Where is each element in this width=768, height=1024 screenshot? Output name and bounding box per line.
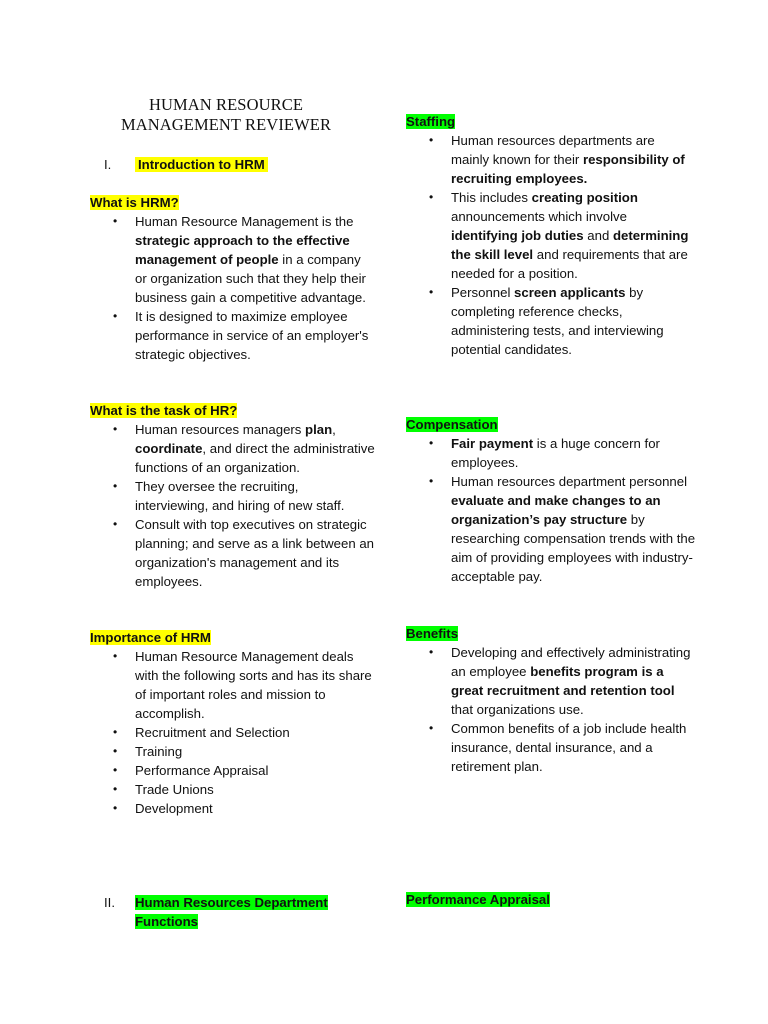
list-item (90, 780, 375, 799)
compensation-list (406, 434, 696, 586)
bullet-icon: • (429, 436, 434, 450)
compensation-heading (406, 415, 498, 434)
list-item (90, 799, 375, 818)
list-item (90, 420, 375, 477)
bullet-icon: • (429, 133, 434, 147)
bullet-icon: • (113, 309, 118, 323)
text-run: Consult with top executives on strategic planning; and serve as a link between an organization's management and its employees. (135, 517, 375, 589)
section-2-number: II. (104, 895, 115, 910)
performance-appraisal-label: Performance Appraisal (406, 892, 550, 907)
section-2-label (135, 893, 328, 931)
text-run: , and direct the administrative functions of an organization. (135, 441, 375, 475)
bullet-icon: • (113, 801, 118, 815)
list-item (406, 472, 696, 586)
section-1-number: I. (104, 157, 112, 172)
page-title (90, 95, 362, 135)
bold-run: strategic approach to the effective management of people (135, 233, 350, 267)
list-item (90, 212, 375, 307)
task-of-hr-list (90, 420, 375, 591)
importance-label: Importance of HRM (90, 630, 211, 645)
task-of-hr-label: What is the task of HR? (90, 403, 238, 418)
text-run: by completing reference checks, administering tests, and interviewing potential candidates. (451, 285, 664, 357)
bold-run: Fair payment (451, 436, 534, 451)
list-item (406, 131, 696, 188)
bold-run: evaluate and make changes to an organization’s pay structure (451, 493, 661, 527)
importance-heading (90, 628, 211, 647)
what-is-hrm-label: What is HRM? (90, 195, 179, 210)
what-is-hrm-heading (90, 193, 179, 212)
bold-run: creating position (531, 190, 638, 205)
benefits-heading (406, 624, 458, 643)
benefits-label: Benefits (406, 626, 459, 641)
text-run: Training (135, 744, 183, 759)
staffing-label: Staffing (406, 114, 456, 129)
section-1-heading (104, 155, 268, 174)
text-run: in a company or organization such that they help their business gain a competitive advantage. (135, 252, 366, 305)
bullet-icon: • (113, 479, 118, 493)
text-run: , (332, 422, 336, 437)
bullet-icon: • (113, 517, 118, 531)
text-run: by researching compensation trends with the aim of providing employees with industry-acceptable pay. (451, 512, 696, 584)
title-line-1: HUMAN RESOURCE (148, 95, 304, 114)
compensation-label: Compensation (406, 417, 498, 432)
text-run: announcements which involve (451, 209, 627, 224)
staffing-heading (406, 112, 455, 131)
bullet-icon: • (113, 649, 118, 663)
section-2-label-line-2: Functions (135, 914, 199, 929)
text-run: is a huge concern for employees. (451, 436, 660, 470)
text-run: It is designed to maximize employee performance in service of an employer's strategic objectives. (135, 309, 369, 362)
text-run: Human resources managers (135, 422, 306, 437)
list-item (90, 307, 375, 364)
what-is-hrm-list (90, 212, 375, 364)
bold-run: identifying job duties (451, 228, 584, 243)
list-item (90, 515, 375, 591)
bold-run: coordinate (135, 441, 203, 456)
text-run: Developing and effectively administrating an employee (451, 645, 691, 679)
bold-run: benefits program is a great recruitment and retention tool (451, 664, 675, 698)
text-run: Trade Unions (135, 782, 214, 797)
text-run: Development (135, 801, 213, 816)
bullet-icon: • (113, 422, 118, 436)
importance-list (90, 647, 375, 818)
staffing-list (406, 131, 696, 359)
bullet-icon: • (429, 721, 434, 735)
bullet-icon: • (113, 782, 118, 796)
text-run: that organizations use. (451, 702, 584, 717)
text-run: Common benefits of a job include health insurance, dental insurance, and a retirement plan. (451, 721, 687, 774)
text-run: Human Resource Management is the (135, 214, 354, 229)
section-2-heading (104, 893, 328, 931)
text-run: Personnel (451, 285, 515, 300)
bullet-icon: • (113, 744, 118, 758)
bullet-icon: • (429, 190, 434, 204)
bold-run: determining the skill level (451, 228, 689, 262)
text-run: Human resources departments are mainly known for their (451, 133, 655, 167)
text-run: Recruitment and Selection (135, 725, 290, 740)
title-line-2: MANAGEMENT REVIEWER (120, 115, 332, 134)
text-run: This includes (451, 190, 532, 205)
list-item (406, 643, 696, 719)
bold-run: plan (305, 422, 333, 437)
bullet-icon: • (113, 763, 118, 777)
list-item (90, 647, 375, 723)
bullet-icon: • (429, 285, 434, 299)
bold-run: responsibility of recruiting employees. (451, 152, 685, 186)
text-run: Human Resource Management deals with the following sorts and has its share of important roles and mission to accomplish. (135, 649, 372, 721)
bullet-icon: • (429, 645, 434, 659)
list-item (90, 761, 375, 780)
text-run: They oversee the recruiting, interviewing, and hiring of new staff. (135, 479, 345, 513)
section-1-label: Introduction to HRM (135, 157, 268, 172)
list-item (406, 719, 696, 776)
text-run: and (583, 228, 613, 243)
list-item (406, 188, 696, 283)
performance-appraisal-heading (406, 890, 550, 909)
text-run: Performance Appraisal (135, 763, 269, 778)
bullet-icon: • (113, 214, 118, 228)
benefits-list (406, 643, 696, 776)
task-of-hr-heading (90, 401, 237, 420)
list-item (406, 283, 696, 359)
bullet-icon: • (429, 474, 434, 488)
text-run: Human resources department personnel (451, 474, 688, 489)
list-item (90, 723, 375, 742)
text-run: and requirements that are needed for a position. (451, 247, 688, 281)
section-2-label-line-1: Human Resources Department (135, 895, 328, 910)
list-item (406, 434, 696, 472)
bullet-icon: • (113, 725, 118, 739)
list-item (90, 742, 375, 761)
list-item (90, 477, 375, 515)
bold-run: screen applicants (514, 285, 626, 300)
